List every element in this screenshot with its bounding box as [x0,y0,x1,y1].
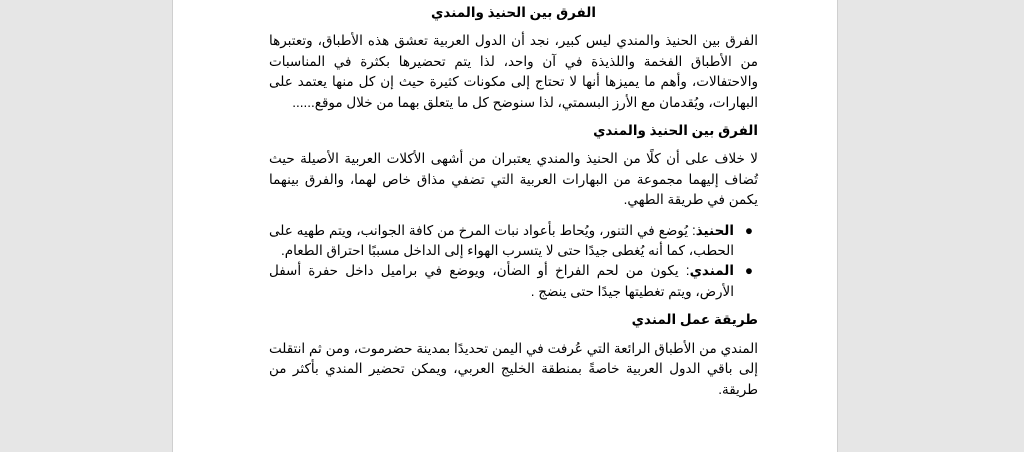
document-page [172,0,838,452]
desc-haneeth: : يُوضع في التنور، ويُحاط بأعواد نبات المرخ من كافة الجوانب، ويتم طهيه على الحطب، كما أنه يُغطى جيدًا حتى لا يتسرب الهواء إلى الداخل مسببًا احتراق الطعام. [269,222,734,259]
section-heading-mandi-recipe: طريقة عمل المندي [631,312,758,328]
document-content [269,3,758,400]
list-item-mandi [269,261,754,302]
mandi-recipe-paragraph: المندي من الأطباق الرائعة التي عُرفت في اليمن تحديدًا بمدينة حضرموت، ومن ثم انتقلت إلى باقي الدول العربية خاصةً بمنطقة الخليج العربي، ويمكن تحضير المندي بأكثر من طريقة. [269,340,758,397]
bullet-icon: ● [744,222,754,238]
term-mandi: المندي [689,263,734,279]
document-title: الفرق بين الحنيذ والمندي [431,5,596,20]
difference-paragraph: لا خلاف على أن كلًا من الحنيذ والمندي يعتبران من أشهى الأكلات العربية الأصيلة حيث تُضاف إليهما مجموعة من البهارات العربية التي تضفي مذاق خاص لهما، والفرق بينهما يكمن في طريقة الطهي. [269,151,758,208]
bullet-icon: ● [744,263,754,279]
section-heading-difference: الفرق بين الحنيذ والمندي [593,123,758,139]
difference-list [269,221,758,303]
term-haneeth: الحنيذ [695,222,734,238]
list-item-haneeth [269,221,754,262]
intro-paragraph: الفرق بين الحنيذ والمندي ليس كبير، نجد أن الدول العربية تعشق هذه الأطباق، وتعتبرها من الأطباق الفخمة واللذيذة في آن واحد، لذا يتم تحضيرها بكثرة في المناسبات والاحتفالات، وأهم ما يميزها أنها لا تحتاج إلى مكونات كثيرة حيث إن كل منها يعتمد على البهارات، ويُقدمان مع الأرز البسمتي، لذا سنوضح كل ما يتعلق بهما من خلال موقع...... [269,33,758,110]
desc-mandi: : يكون من لحم الفراخ أو الضأن، ويوضع في براميل داخل حفرة أسفل الأرض، ويتم تغطيتها جيدًا حتى ينضج . [269,263,734,299]
